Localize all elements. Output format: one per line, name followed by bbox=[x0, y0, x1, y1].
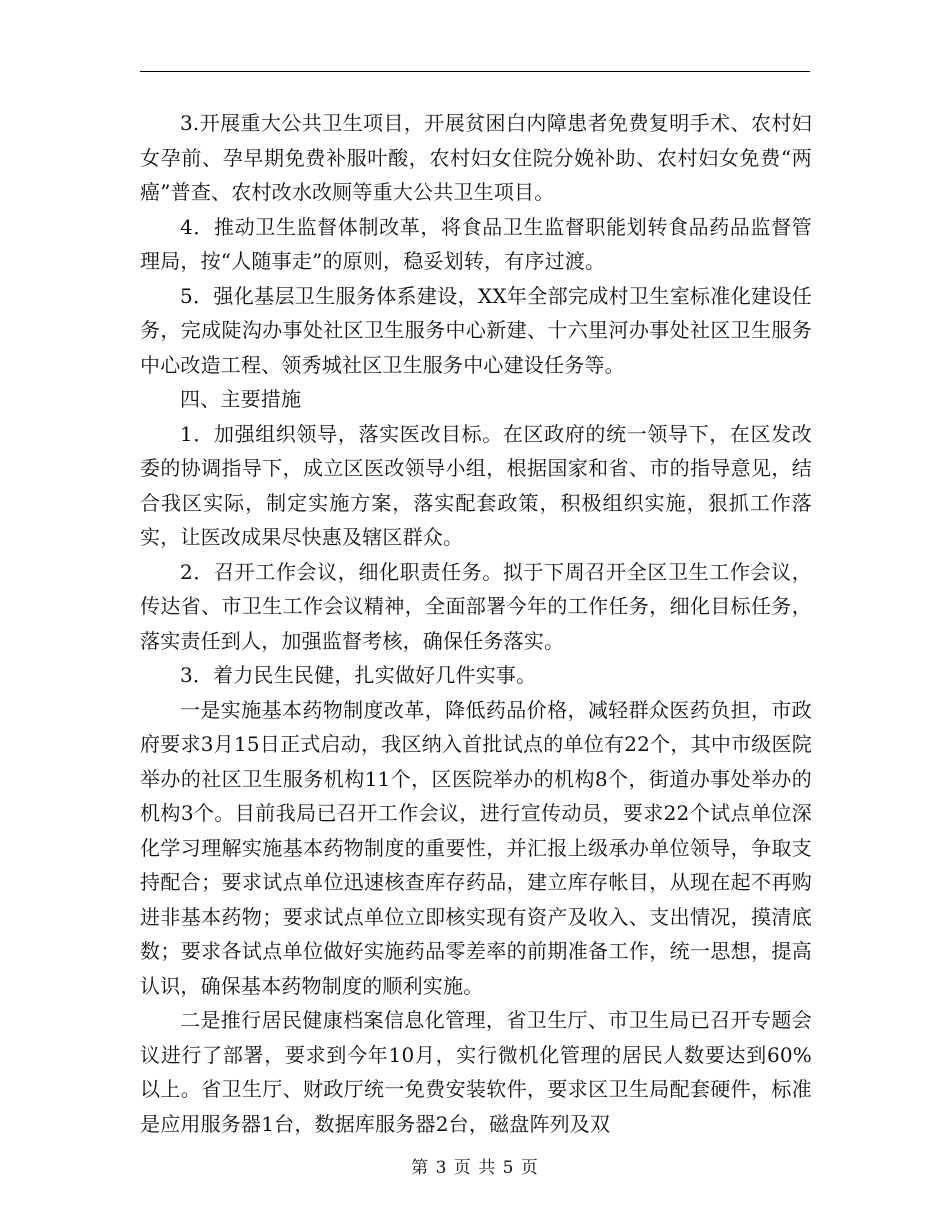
header-rule bbox=[140, 71, 810, 72]
page-number-footer: 第 3 页 共 5 页 bbox=[411, 1158, 539, 1178]
paragraph-measure-1: 1．加强组织领导，落实医改目标。在区政府的统一领导下，在区发改委的协调指导下，成立区医改领导小组，根据国家和省、市的指导意见，结合我区实际，制定实施方案，落实配套政策，积极组织实施，狠抓工作落实，让医改成果尽快惠及辖区群众。 bbox=[140, 421, 812, 549]
paragraph-measure-2: 2．召开工作会议，细化职责任务。拟于下周召开全区卫生工作会议，传达省、市卫生工作会议精神，全面部署今年的工作任务，细化目标任务，落实责任到人，加强监督考核，确保任务落实。 bbox=[140, 559, 812, 653]
section-heading: 四、主要措施 bbox=[180, 387, 302, 411]
paragraph-health-records: 二是推行居民健康档案信息化管理，省卫生厅、市卫生局已召开专题会议进行了部署，要求到今年10月，实行微机化管理的居民人数要达到60%以上。省卫生厅、财政厅统一免费安装软件，要求区卫生局配套硬件，标准是应用服务器1台，数据库服务器2台，磁盘阵列及双 bbox=[140, 1008, 812, 1136]
paragraph-measure-3: 3．着力民生民健，扎实做好几件实事。 bbox=[180, 663, 537, 687]
paragraph-item-3: 3.开展重大公共卫生项目，开展贫困白内障患者免费复明手术、农村妇女孕前、孕早期免费补服叶酸，农村妇女住院分娩补助、农村妇女免费“两癌”普查、农村改水改厕等重大公共卫生项目。 bbox=[140, 111, 812, 204]
paragraph-essential-drugs: 一是实施基本药物制度改革，降低药品价格，减轻群众医药负担，市政府要求3月15日正式启动，我区纳入首批试点的单位有22个，其中市级医院举办的社区卫生服务机构11个，区医院举办的机构8个，街道办事处举办的机构3个。目前我局已召开工作会议，进行宣传动员，要求22个试点单位深化学习理解实施基本药物制度的重要性，并汇报上级承办单位领导，争取支持配合；要求试点单位迅速核查库存药品，建立库存帐目，从现在起不再购进非基本药物；要求试点单位立即核实现有资产及收入、支出情况，摸清底数；要求各试点单位做好实施药品零差率的前期准备工作，统一思想，提高认识，确保基本药物制度的顺利实施。 bbox=[140, 697, 812, 998]
document-body bbox=[140, 106, 812, 1141]
paragraph-item-4: 4．推动卫生监督体制改革，将食品卫生监督职能划转食品药品监督管理局，按“人随事走”的原则，稳妥划转，有序过渡。 bbox=[140, 214, 812, 273]
paragraph-item-5: 5．强化基层卫生服务体系建设，XX年全部完成村卫生室标准化建设任务，完成陡沟办事处社区卫生服务中心新建、十六里河办事处社区卫生服务中心改造工程、领秀城社区卫生服务中心建设任务等。 bbox=[140, 283, 812, 377]
